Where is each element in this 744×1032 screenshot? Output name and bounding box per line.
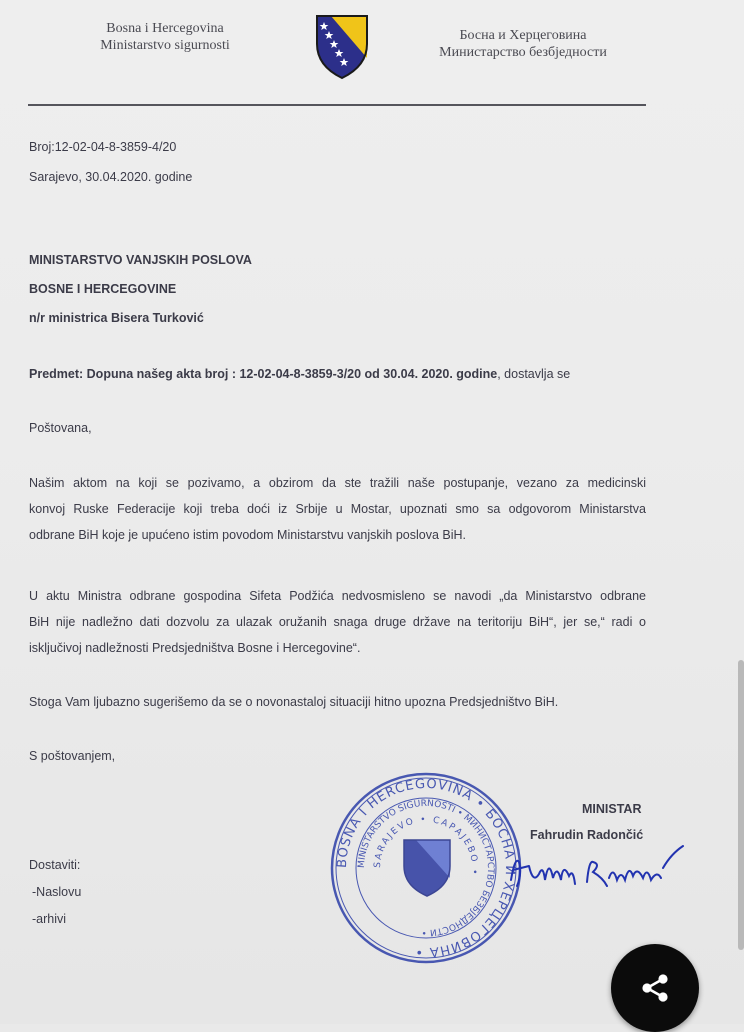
share-icon [638,971,672,1005]
paragraph-3: Stoga Vam ljubazno sugerišemo da se o novonastaloj situaciji hitno upozna Predsjedništvo BiH. [29,695,559,709]
header-left-line1: Bosna i Hercegovina [106,21,224,36]
scrollbar[interactable] [738,660,744,950]
recipient-line1: MINISTARSTVO VANJSKIH POSLOVA [29,253,252,267]
stamp-outer-text: BOSNA I HERCEGOVINA • БОСНА И ХЕРЦЕГОВИНА • [334,776,518,960]
paragraph-2-line: isključivoj nadležnosti Predsjedništva Bosne i Hercegovine“. [29,641,361,655]
handwritten-signature [505,840,690,900]
header-left [60,20,270,54]
paragraph-1 [29,470,646,548]
paragraph-2 [29,583,646,661]
header-right-line2: Министарство безбједности [439,45,607,60]
paragraph-1-line: odbrane BiH koje je upućeno istim povodom Ministarstvu vanjskih poslova BiH. [29,528,467,542]
share-button[interactable] [611,944,699,1032]
official-stamp [328,770,524,966]
subject-main: Predmet: Dopuna našeg akta broj : 12-02-04-8-3859-3/20 od 30.04. 2020. godine [29,367,498,381]
distribution-item: -Naslovu [32,885,82,899]
distribution-heading: Dostaviti: [29,858,81,872]
bih-coat-of-arms-icon [315,14,369,80]
stamp-inner-text: MINISTARSTVO SIGURNOSTI • МИНИСТАРСТВО БЕЗБЈЕДНОСТИ • [356,798,496,938]
paragraph-2-line: BiH nije nadležno dati dozvolu za ulazak oružanih snaga druge države na teritoriju BiH“, jer se,“ radi o [29,615,646,629]
paragraph-1-line: Našim aktom na koji se pozivamo, a obzirom da ste tražili naše postupanje, vezano za medicinski [29,476,646,490]
header-right-line1: Босна и Херцеговина [459,28,587,43]
salutation: Poštovana, [29,421,92,435]
header-right [418,27,628,61]
paragraph-2-line: U aktu Ministra odbrane gospodina Sifeta Podžića nedvosmisleno se navodi „da Ministarstvo odbrane [29,589,646,603]
recipient-line2: BOSNE I HERCEGOVINE [29,282,177,296]
distribution-item: -arhivi [32,912,67,926]
header-left-line2: Ministarstvo sigurnosti [100,38,230,53]
subject [29,366,570,382]
document-number: Broj:12-02-04-8-3859-4/20 [29,140,177,154]
signature-title: MINISTAR [582,802,642,816]
place-date: Sarajevo, 30.04.2020. godine [29,170,193,184]
recipient-line3: n/r ministrica Bisera Turković [29,311,204,325]
stamp-city-text: SARAJEVO • САРАЈЕВО • [372,814,480,877]
closing: S poštovanjem, [29,749,116,763]
header-divider [28,104,646,106]
subject-suffix: , dostavlja se [497,367,571,381]
signature-name: Fahrudin Radončić [530,828,644,842]
paragraph-1-line: konvoj Ruske Federacije koji treba doći iz Srbije u Mostar, upoznati smo sa odgovorom Ministarstva [29,502,646,516]
